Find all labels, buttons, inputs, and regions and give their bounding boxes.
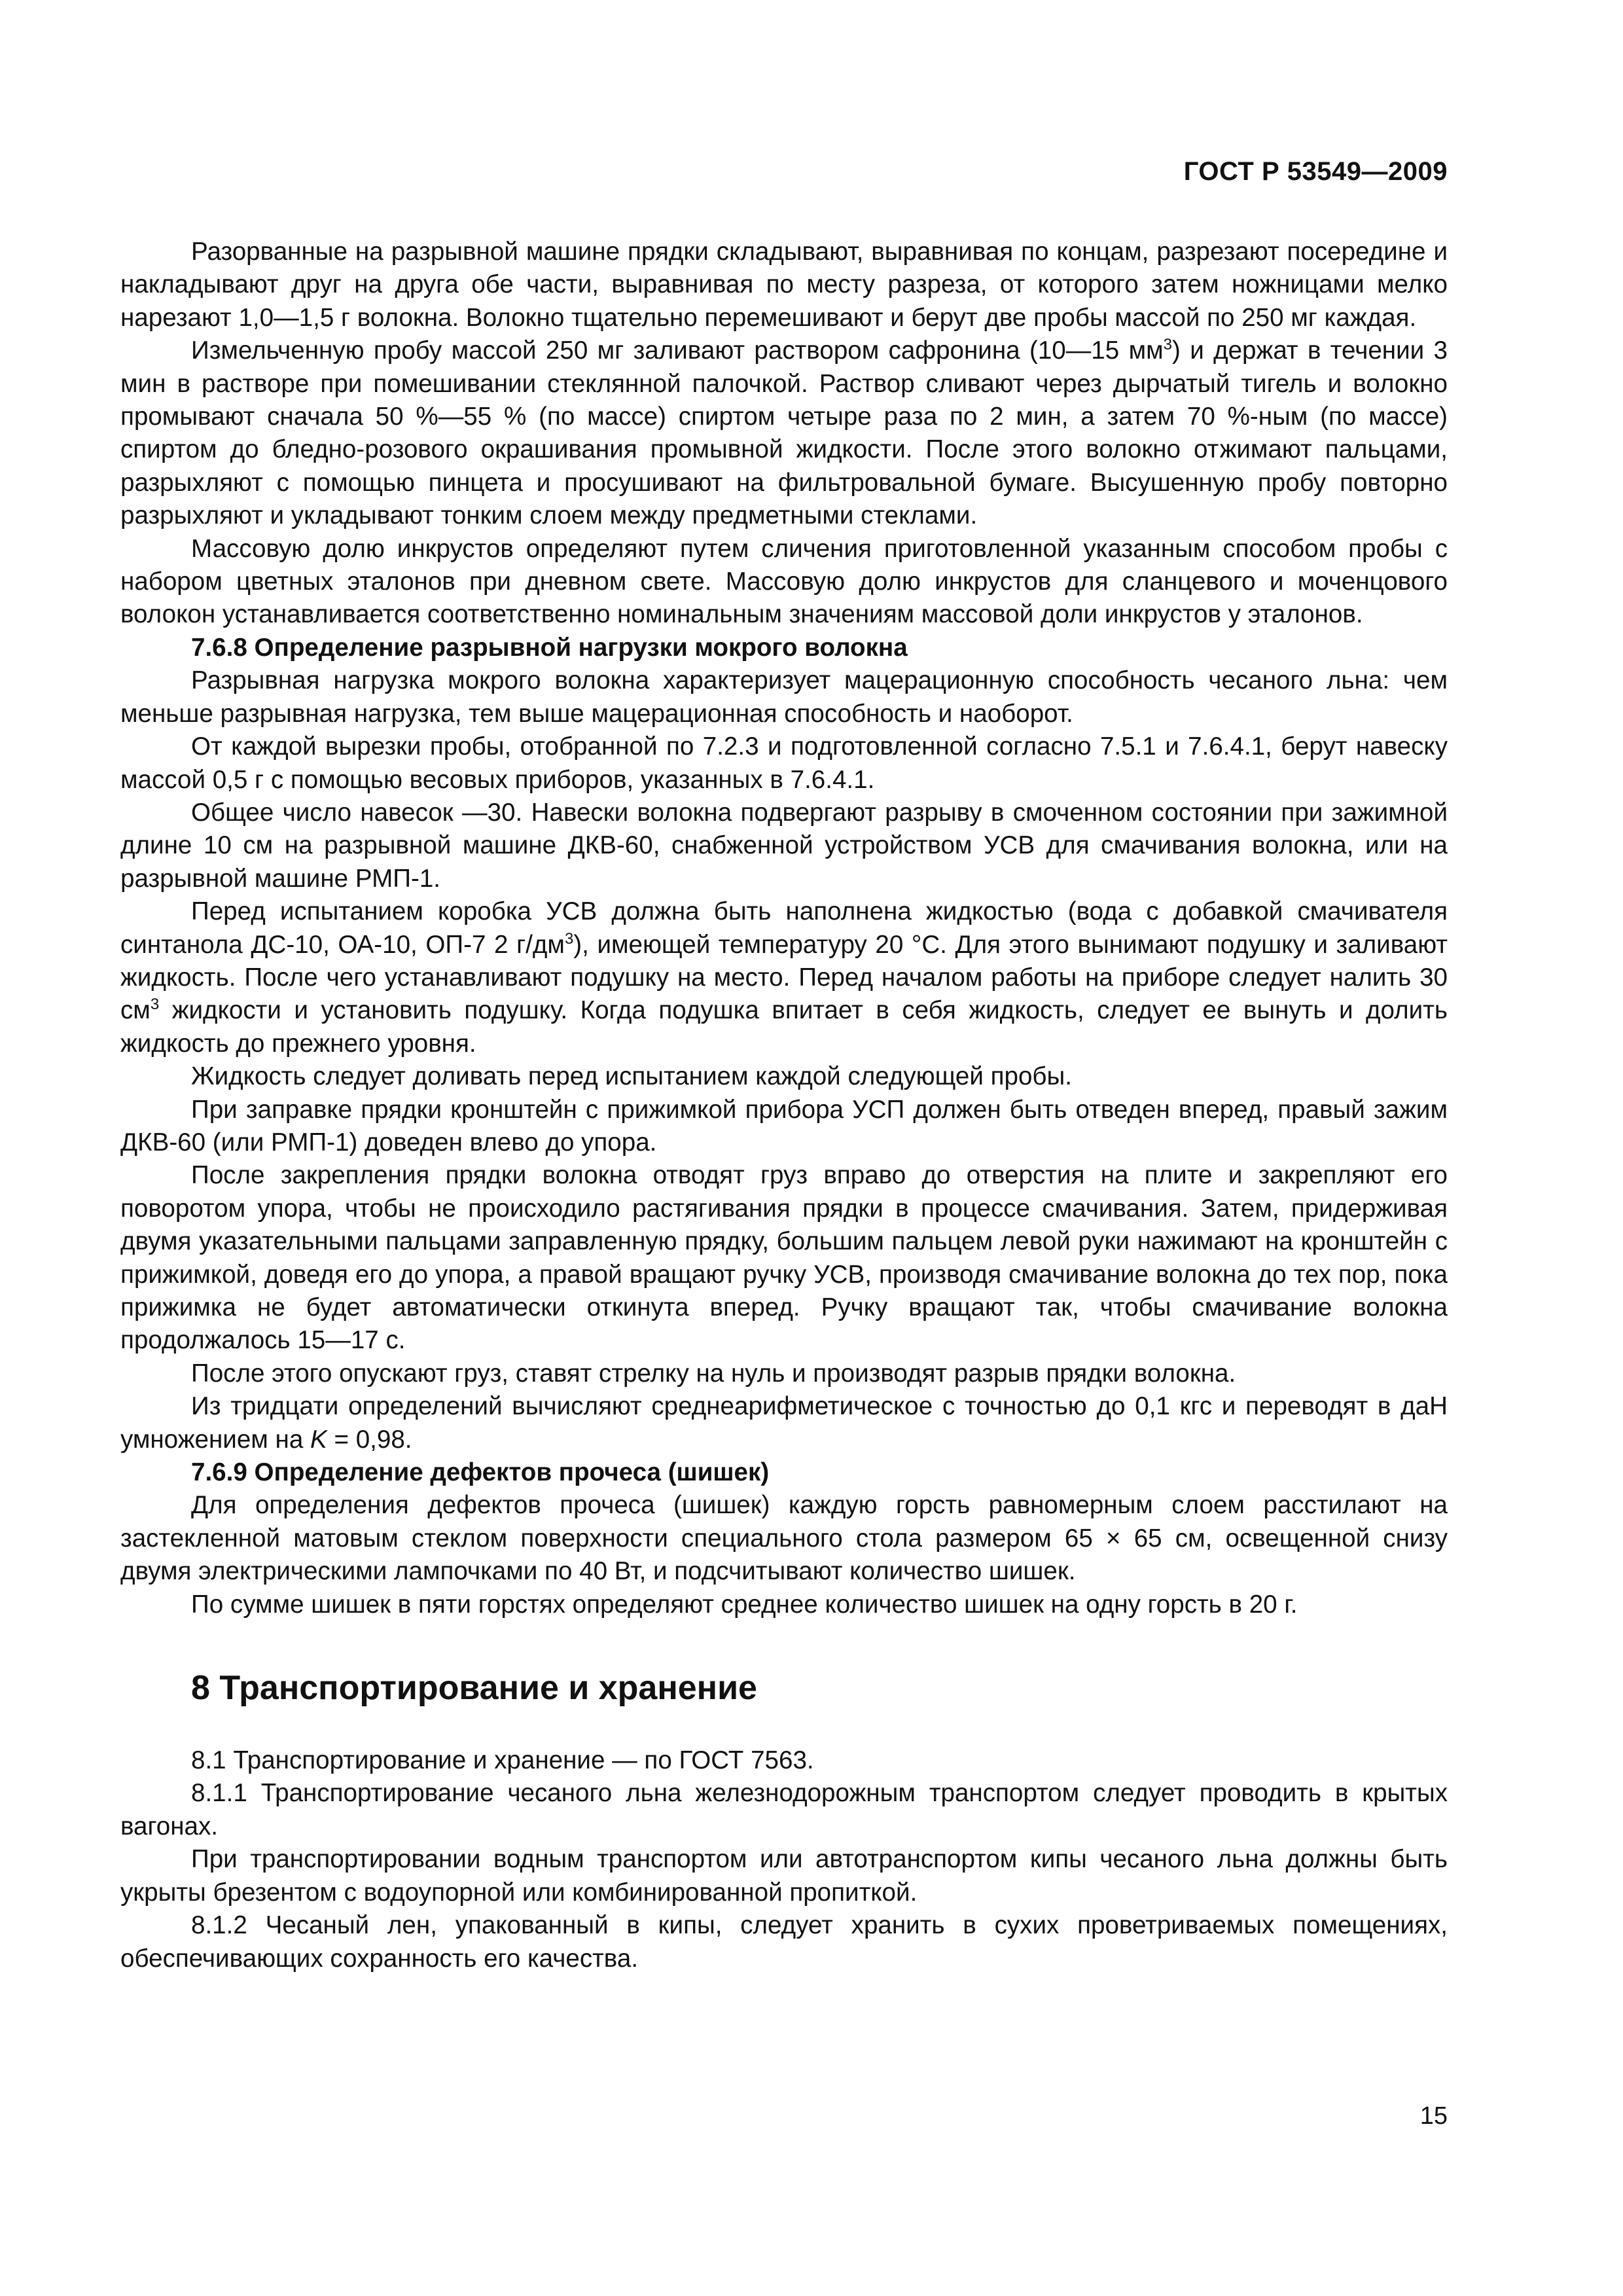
paragraph: После этого опускают груз, ставят стрелку на нуль и производят разрыв прядки волокна.	[191, 1359, 1236, 1388]
paragraph: Перед испытанием коробка УСВ должна быть наполнена жидкостью (вода с добавкой смачивателя синтанола ДС-10, ОА-10, ОП-7 2 $г/дм^3$), имеющей температуру 20 °С. Для этого вынимают подушку и заливают жидкость. После чего устанавливают подушку на место. Перед началом работы на приборе следует налить 30 $см^3$ жидкости и установить подушку. Когда подушка впитает в себя жидкость, следует ее вынуть и долить жидкость до прежнего уровня.	[120, 897, 1448, 1058]
page-number: 15	[1419, 2102, 1448, 2130]
paragraph: От каждой вырезки пробы, отобранной по 7.2.3 и подготовленной согласно 7.5.1 и 7.6.4.1, берут навеску массой 0,5 г с помощью весовых приборов, указанных в 7.6.4.1.	[120, 732, 1448, 794]
paragraph: 8.1.1 Транспортирование чесаного льна железнодорожным транспортом следует проводить в крытых вагонах.	[120, 1779, 1448, 1840]
paragraph: После закрепления прядки волокна отводят груз вправо до отверстия на плите и закрепляют его поворотом упора, чтобы не происходило растягивания прядки в процессе смачивания. Затем, придерживая двумя указательными пальцами заправленную прядку, большим пальцем левой руки нажимают на кронштейн с прижимкой, доведя его до упора, а правой вращают ручку УСВ, производя смачивание волокна до тех пор, пока прижимка не будет автоматически откинута вперед. Ручку вращают так, чтобы смачивание волокна продолжалось 15—17 с.	[120, 1161, 1448, 1355]
paragraph: Массовую долю инкрустов определяют путем сличения приготовленной указанным способом пробы с набором цветных эталонов при дневном свете. Массовую долю инкрустов для сланцевого и моченцового волокон устанавливается соответственно номинальным значениям массовой доли инкрустов у эталонов.	[120, 534, 1448, 629]
paragraph: 8.1.2 Чесаный лен, упакованный в кипы, следует хранить в сухих проветриваемых помещениях, обеспечивающих сохранность его качества.	[120, 1911, 1448, 1973]
page-body	[120, 236, 1448, 1975]
paragraph: Жидкость следует доливать перед испытанием каждой следующей пробы.	[191, 1062, 1072, 1091]
paragraph: Разрывная нагрузка мокрого волокна характеризует мацерационную способность чесаного льна: чем меньше разрывная нагрузка, тем выше мацерационная способность и наоборот.	[120, 666, 1448, 728]
section-heading-8: 8 Транспортирование и хранение	[191, 1669, 757, 1708]
section-heading-7-6-8: 7.6.8 Определение разрывной нагрузки мокрого волокна	[191, 633, 908, 662]
paragraph: При заправке прядки кронштейн с прижимкой прибора УСП должен быть отведен вперед, правый зажим ДКВ-60 (или РМП-1) доведен влево до упора.	[120, 1095, 1448, 1157]
paragraph: Общее число навесок —30. Навески волокна подвергают разрыву в смоченном состоянии при зажимной длине 10 см на разрывной машине ДКВ-60, снабженной устройством УСВ для смачивания волокна, или на разрывной машине РМП-1.	[120, 798, 1448, 893]
paragraph: Из тридцати определений вычисляют среднеарифметическое с точностью до 0,1 кгс и переводят в даН умножением на K = 0,98.	[120, 1392, 1448, 1454]
section-heading-7-6-9: 7.6.9 Определение дефектов прочеса (шишек)	[191, 1458, 770, 1487]
paragraph: 8.1 Транспортирование и хранение — по ГОСТ 7563.	[191, 1746, 814, 1775]
paragraph: По сумме шишек в пяти горстях определяют среднее количество шишек на одну горсть в 20 г.	[191, 1590, 1298, 1619]
paragraph: При транспортировании водным транспортом или автотранспортом кипы чесаного льна должны быть укрыты брезентом с водоупорной или комбинированной пропиткой.	[120, 1845, 1448, 1907]
paragraph: Для определения дефектов прочеса (шишек) каждую горсть равномерным слоем расстилают на застекленной матовым стеклом поверхности специального стола размером 65 × 65 см, освещенной снизу двумя электрическими лампочками по 40 Вт, и подсчитывают количество шишек.	[120, 1491, 1448, 1586]
document-code: ГОСТ Р 53549—2009	[1183, 157, 1448, 186]
paragraph: Разорванные на разрывной машине прядки складывают, выравнивая по концам, разрезают посередине и накладывают друг на друга обе части, выравнивая по месту разреза, от которого затем ножницами мелко нарезают 1,0—1,5 г волокна. Волокно тщательно перемешивают и берут две пробы массой по 250 мг каждая.	[120, 238, 1448, 332]
paragraph: Измельченную пробу массой 250 мг заливают раствором сафронина (10—15 $мм^3$) и держат в течении 3 мин в растворе при помешивании стеклянной палочкой. Раствор сливают через дырчатый тигель и волокно промывают сначала 50 %—55 % (по массе) спиртом четыре раза по 2 мин, а затем 70 %-ным (по массе) спиртом до бледно-розового окрашивания промывной жидкости. После этого волокно отжимают пальцами, разрыхляют с помощью пинцета и просушивают на фильтровальной бумаге. Высушенную пробу повторно разрыхляют и укладывают тонким слоем между предметными стеклами.	[120, 336, 1448, 530]
